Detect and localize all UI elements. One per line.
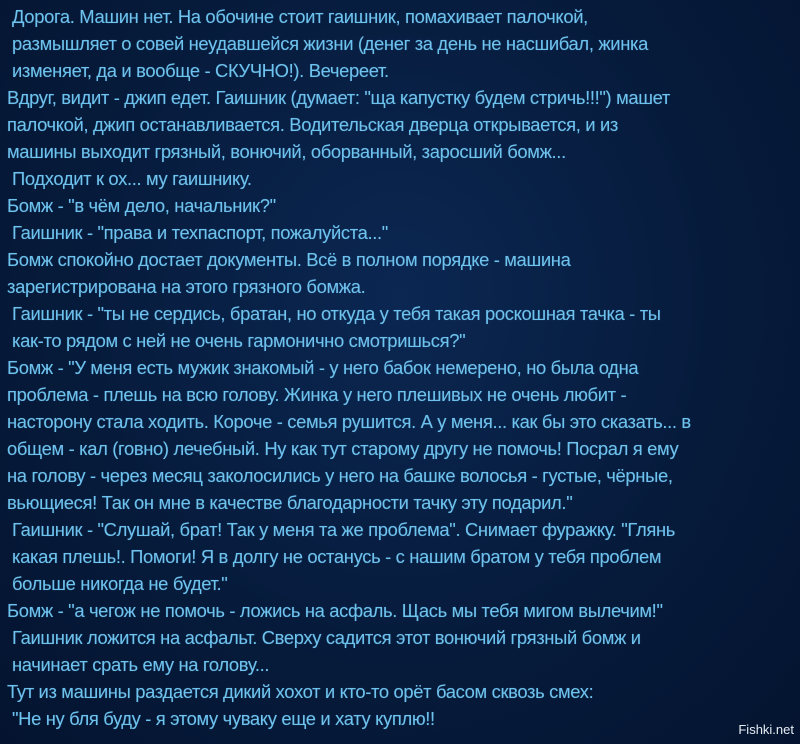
text-line: Тут из машины раздается дикий хохот и кто-то орёт басом сквозь смех: <box>7 681 594 702</box>
text-line: размышляет о совей неудавшейся жизни (денег за день не насшибал, жинка <box>12 33 648 54</box>
text-line: Дорога. Машин нет. На обочине стоит гаишник, помахивает палочкой, <box>12 6 588 27</box>
watermark: Fishki.net <box>738 722 794 737</box>
text-line: зарегистрирована на этого грязного бомжа. <box>7 276 366 297</box>
text-line: какая плешь!. Помоги! Я в долгу не останусь - с нашим братом у тебя проблем <box>12 546 662 567</box>
text-line: Подходит к ох... му гаишнику. <box>12 168 252 189</box>
text-line: больше никогда не будет." <box>12 573 228 594</box>
text-line: Бомж спокойно достает документы. Всё в полном порядке - машина <box>7 249 571 270</box>
text-line: Бомж - "в чём дело, начальник?" <box>7 195 276 216</box>
text-line: "Не ну бля буду - я этому чуваку еще и хату куплю!! <box>12 708 435 729</box>
text-line: начинает срать ему на голову... <box>12 654 270 675</box>
text-line: как-то рядом с ней не очень гармонично смотришься?" <box>12 330 466 351</box>
text-line: Вдруг, видит - джип едет. Гаишник (думает: "ща капустку будем стричь!!!") машет <box>7 87 671 108</box>
text-line: палочкой, джип останавливается. Водительская дверца открывается, и из <box>7 114 618 135</box>
text-line: на голову - через месяц заколосились у него на башке волосья - густые, чёрные, <box>7 465 673 486</box>
text-line: Гаишник ложится на асфальт. Сверху садится этот вонючий грязный бомж и <box>12 627 641 648</box>
text-line: Гаишник - "ты не сердись, братан, но откуда у тебя такая роскошная тачка - ты <box>12 303 661 324</box>
text-line: машины выходит грязный, вонючий, оборванный, заросший бомж... <box>7 141 566 162</box>
text-line: насторону стала ходить. Короче - семья рушится. А у меня... как бы это сказать... в <box>7 411 691 432</box>
text-line: общем - кал (говно) лечебный. Ну как тут старому другу не помочь! Посрал я ему <box>7 438 679 459</box>
text-line: Гаишник - "права и техпаспорт, пожалуйста..." <box>12 222 388 243</box>
text-line: изменяет, да и вообще - СКУЧНО!). Вечереет. <box>12 60 389 81</box>
text-line: Бомж - "У меня есть мужик знакомый - у него бабок немерено, но была одна <box>7 357 639 378</box>
text-line: проблема - плешь на всю голову. Жинка у него плешивых не очень любит - <box>7 384 627 405</box>
text-line: Гаишник - "Слушай, брат! Так у меня та же проблема". Снимает фуражку. "Глянь <box>12 519 676 540</box>
text-line: Бомж - "а чегож не помочь - ложись на асфаль. Щась мы тебя мигом вылечим!" <box>7 600 663 621</box>
text-line: вьющиеся! Так он мне в качестве благодарности тачку эту подарил." <box>7 492 573 513</box>
